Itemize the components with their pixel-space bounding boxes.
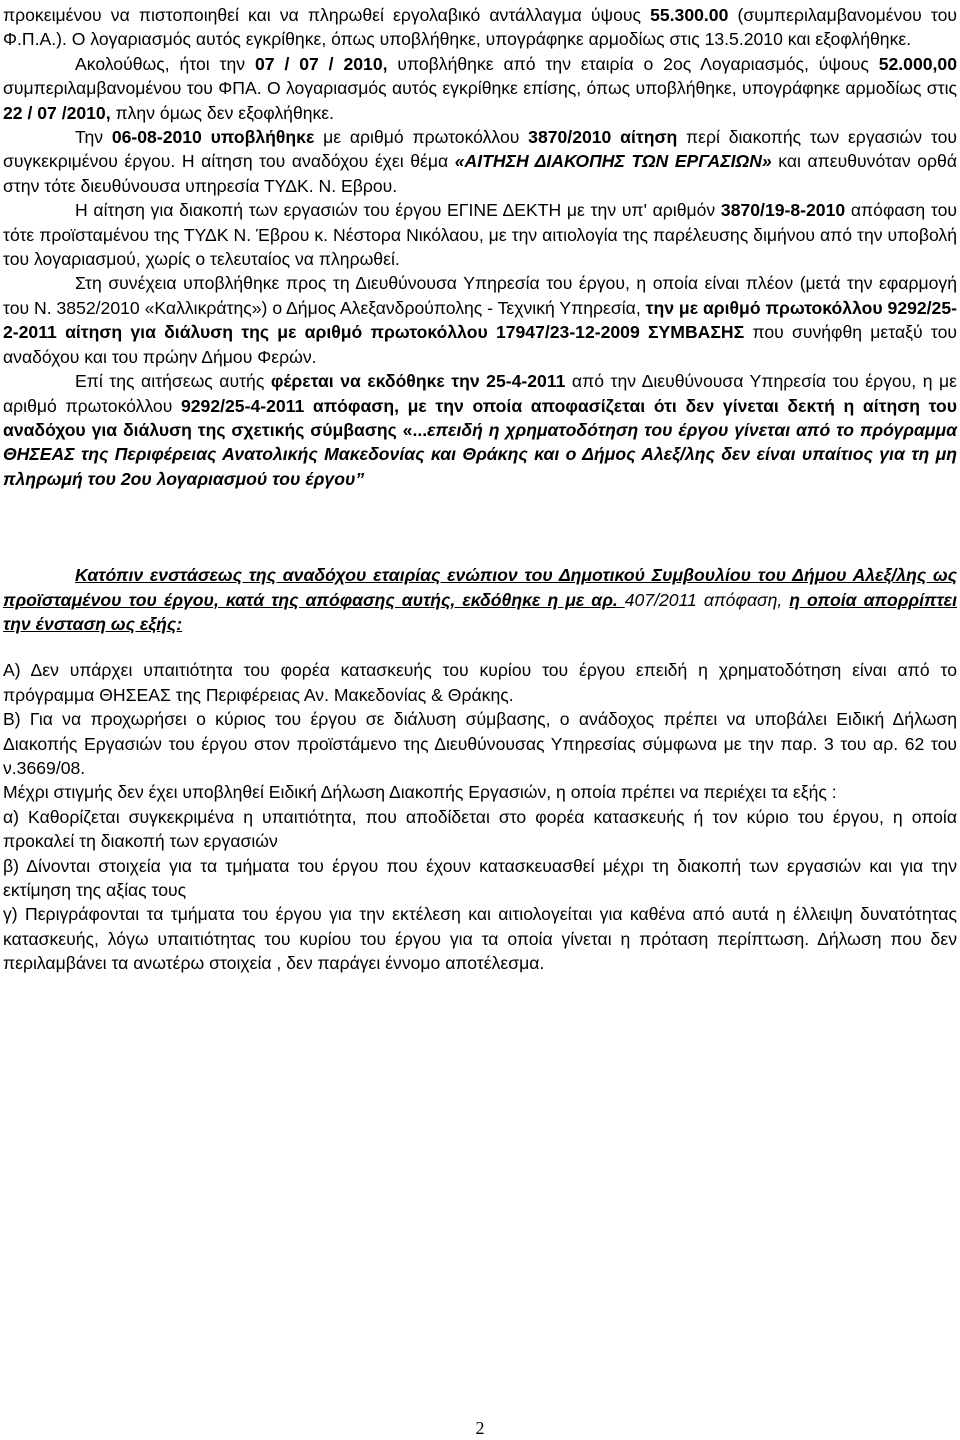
paragraph-suspension-accepted xyxy=(3,198,957,271)
paragraph-point-b: Β) Για να προχωρήσει ο κύριος του έργου σε διάλυση σύμβασης, ο ανάδοχος πρέπει να υποβάλει Ειδική Δήλωση Διακοπής Εργασιών του έργου στον προϊστάμενο της Διευθύνουσας Υπηρεσίας σύμφωνα με την παρ. 3 του αρ. 62 του ν.3669/08. xyxy=(3,709,957,778)
text-run: περί διακοπής των εργασιών του συγκεκριμένου έργου. Η αίτηση του αναδόχου έχει θέμα xyxy=(3,127,957,172)
paragraph-item-c: γ) Περιγράφονται τα τμήματα του έργου για την εκτέλεση και αιτιολογείται για καθένα από αυτά η έλλειψη δυνατότητας κατασκευής, λόγω υπαιτιότητας του κυρίου του έργου για τα οποία γίνεται η πρόταση περίπτωση. Δήλωση που δεν περιλαμβάνει τα ανωτέρω στοιχεία , δεν παράγει έννομο αποτέλεσμα. xyxy=(3,904,957,974)
paragraph-rejection-decision xyxy=(3,369,957,491)
request-subject: «ΑΙΤΗΣΗ ΔΙΑΚΟΠΗΣ ΤΩΝ ΕΡΓΑΣΙΩΝ» xyxy=(454,151,772,172)
text-run: που συνήφθη μεταξύ του αναδόχου και του πρώην Δήμου Φερών. xyxy=(3,322,957,367)
decision-407: 407/2011 απόφαση, xyxy=(624,589,790,610)
amount-second-invoice: 52.000,00 xyxy=(878,53,957,74)
objection-text: Κατόπιν ενστάσεως της αναδόχου εταιρίας ενώπιον του Δημοτικού Συμβουλίου του Δήμου Αλεξ/λης ως προϊσταμένου του έργου, κατά της απόφασης αυτής, εκδόθηκε η με αρ. xyxy=(3,565,957,610)
text-run: προκειμένου να πιστοποιηθεί και να πληρωθεί εργολαβικό αντάλλαγμα ύψους xyxy=(3,5,651,25)
decision-number: 3870/19-8-2010 xyxy=(720,200,846,221)
protocol-request: 3870/2010 αίτηση xyxy=(528,127,678,148)
paragraph-second-invoice xyxy=(3,52,957,125)
text-run: Την xyxy=(75,127,112,148)
text-run: Επί της αιτήσεως αυτής xyxy=(75,371,271,392)
text-run: (συμπεριλαμβανομένου του Φ.Π.Α.). Ο λογαριασμός αυτός εγκρίθηκε, όπως υποβλήθηκε, υπογράφηκε αρμοδίως στις 13.5.2010 και εξοφλήθηκε. xyxy=(3,5,957,50)
text-run: συμπεριλαμβανομένου του ΦΠΑ. Ο λογαριασμός αυτός εγκρίθηκε επίσης, όπως υποβλήθηκε, υπογράφηκε αρμοδίως στις xyxy=(3,78,957,99)
amount-first-invoice: 55.300.00 xyxy=(650,5,729,25)
paragraph-suspension-request xyxy=(3,125,957,198)
text-run: από την Διευθύνουσα Υπηρεσία του έργου, η με αριθμό πρωτοκόλλου xyxy=(3,371,957,416)
decision-date: φέρεται να εκδόθηκε την 25-4-2011 xyxy=(270,371,566,392)
paragraph-contract-payment xyxy=(3,3,957,52)
page-number: 2 xyxy=(475,1418,485,1438)
date-second-invoice: 07 / 07 / 2010, xyxy=(254,53,388,74)
text-run: και απευθυνόταν ορθά στην τότε διευθύνουσα υπηρεσία ΤΥΔΚ. Ν. Εβρου. xyxy=(3,151,957,196)
decision-quote: επειδή η χρηματοδότηση του έργου γίνεται από το πρόγραμμα ΘΗΣΕΑΣ της Περιφέρειας Ανατολικής Μακεδονίας και Θράκης και ο Δήμος Αλεξ/λης δεν είναι υπαίτιος για τη μη πληρωμή του 2ου λογαριασμού του έργου” xyxy=(3,419,957,489)
paragraph-declaration-required: Μέχρι στιγμής δεν έχει υποβληθεί Ειδική Δήλωση Διακοπής Εργασιών, η οποία πρέπει να περιέχει τα εξής : xyxy=(3,782,837,803)
date-submitted: 06-08-2010 υποβλήθηκε xyxy=(111,127,315,148)
dissolution-request-ref: την με αριθμό πρωτοκόλλου 9292/25-2-2011 αίτηση για διάλυση της με αριθμό πρωτοκόλλου 17947/23-12-2009 ΣΥΜΒΑΣΗΣ xyxy=(3,297,957,343)
text-run: υποβλήθηκε από την εταιρία ο 2ος Λογαριασμός, ύψους xyxy=(387,53,879,74)
text-run: Η αίτηση για διακοπή των εργασιών του έργου ΕΓΙΝΕ ΔΕΚΤΗ με την υπ' αριθμόν xyxy=(75,200,721,221)
paragraph-objection xyxy=(3,563,957,636)
text-run: απόφαση του τότε προϊσταμένου της ΤΥΔΚ Ν. Έβρου κ. Νέστορα Νικόλαου, με την αιτιολογία της παρέλευσης διμήνου από την υποβολή του λογαριασμού, χωρίς ο τελευταίος να πληρωθεί. xyxy=(3,200,957,270)
paragraph-point-a: Α) Δεν υπάρχει υπαιτιότητα του φορέα κατασκευής του κυρίου του έργου επειδή η χρηματοδότηση είναι από το πρόγραμμα ΘΗΣΕΑΣ της Περιφέρειας Αν. Μακεδονίας & Θράκης. xyxy=(3,660,957,705)
text-run: Στη συνέχεια υποβλήθηκε προς τη Διευθύνουσα Υπηρεσία του έργου, η οποία είναι πλέον (μετά την εφαρμογή του Ν. 3852/2010 «Καλλικράτης») ο Δήμος Αλεξανδρούπολης - Τεχνική Υπηρεσία, xyxy=(3,273,957,318)
paragraph-item-a: α) Καθορίζεται συγκεκριμένα η υπαιτιότητα, που αποδίδεται στο φορέα κατασκευής ή τον κύριο του έργου, η οποία προκαλεί τη διακοπή των εργασιών xyxy=(3,806,957,852)
paragraph-item-b: β) Δίνονται στοιχεία για τα τμήματα του έργου που έχουν κατασκευασθεί μέχρι τη διακοπή των εργασιών και για την εκτίμηση της αξίας τους xyxy=(3,855,957,900)
decision-ref: 9292/25-4-2011 απόφαση, με την οποία αποφασίζεται ότι δεν γίνεται δεκτή η αίτηση του αναδόχου για διάλυση της σχετικής σύμβασης «... xyxy=(3,395,957,440)
paragraph-dissolution-request xyxy=(3,271,957,369)
text-run: με αριθμό πρωτοκόλλου xyxy=(314,127,529,148)
objection-rejected: η οποία απορρίπτει την ένσταση ως εξής: xyxy=(3,589,957,634)
text-run: πλην όμως δεν εξοφλήθηκε. xyxy=(110,102,335,123)
text-run: Ακολούθως, ήτοι την xyxy=(75,53,255,74)
date-approval: 22 / 07 /2010, xyxy=(3,102,111,123)
